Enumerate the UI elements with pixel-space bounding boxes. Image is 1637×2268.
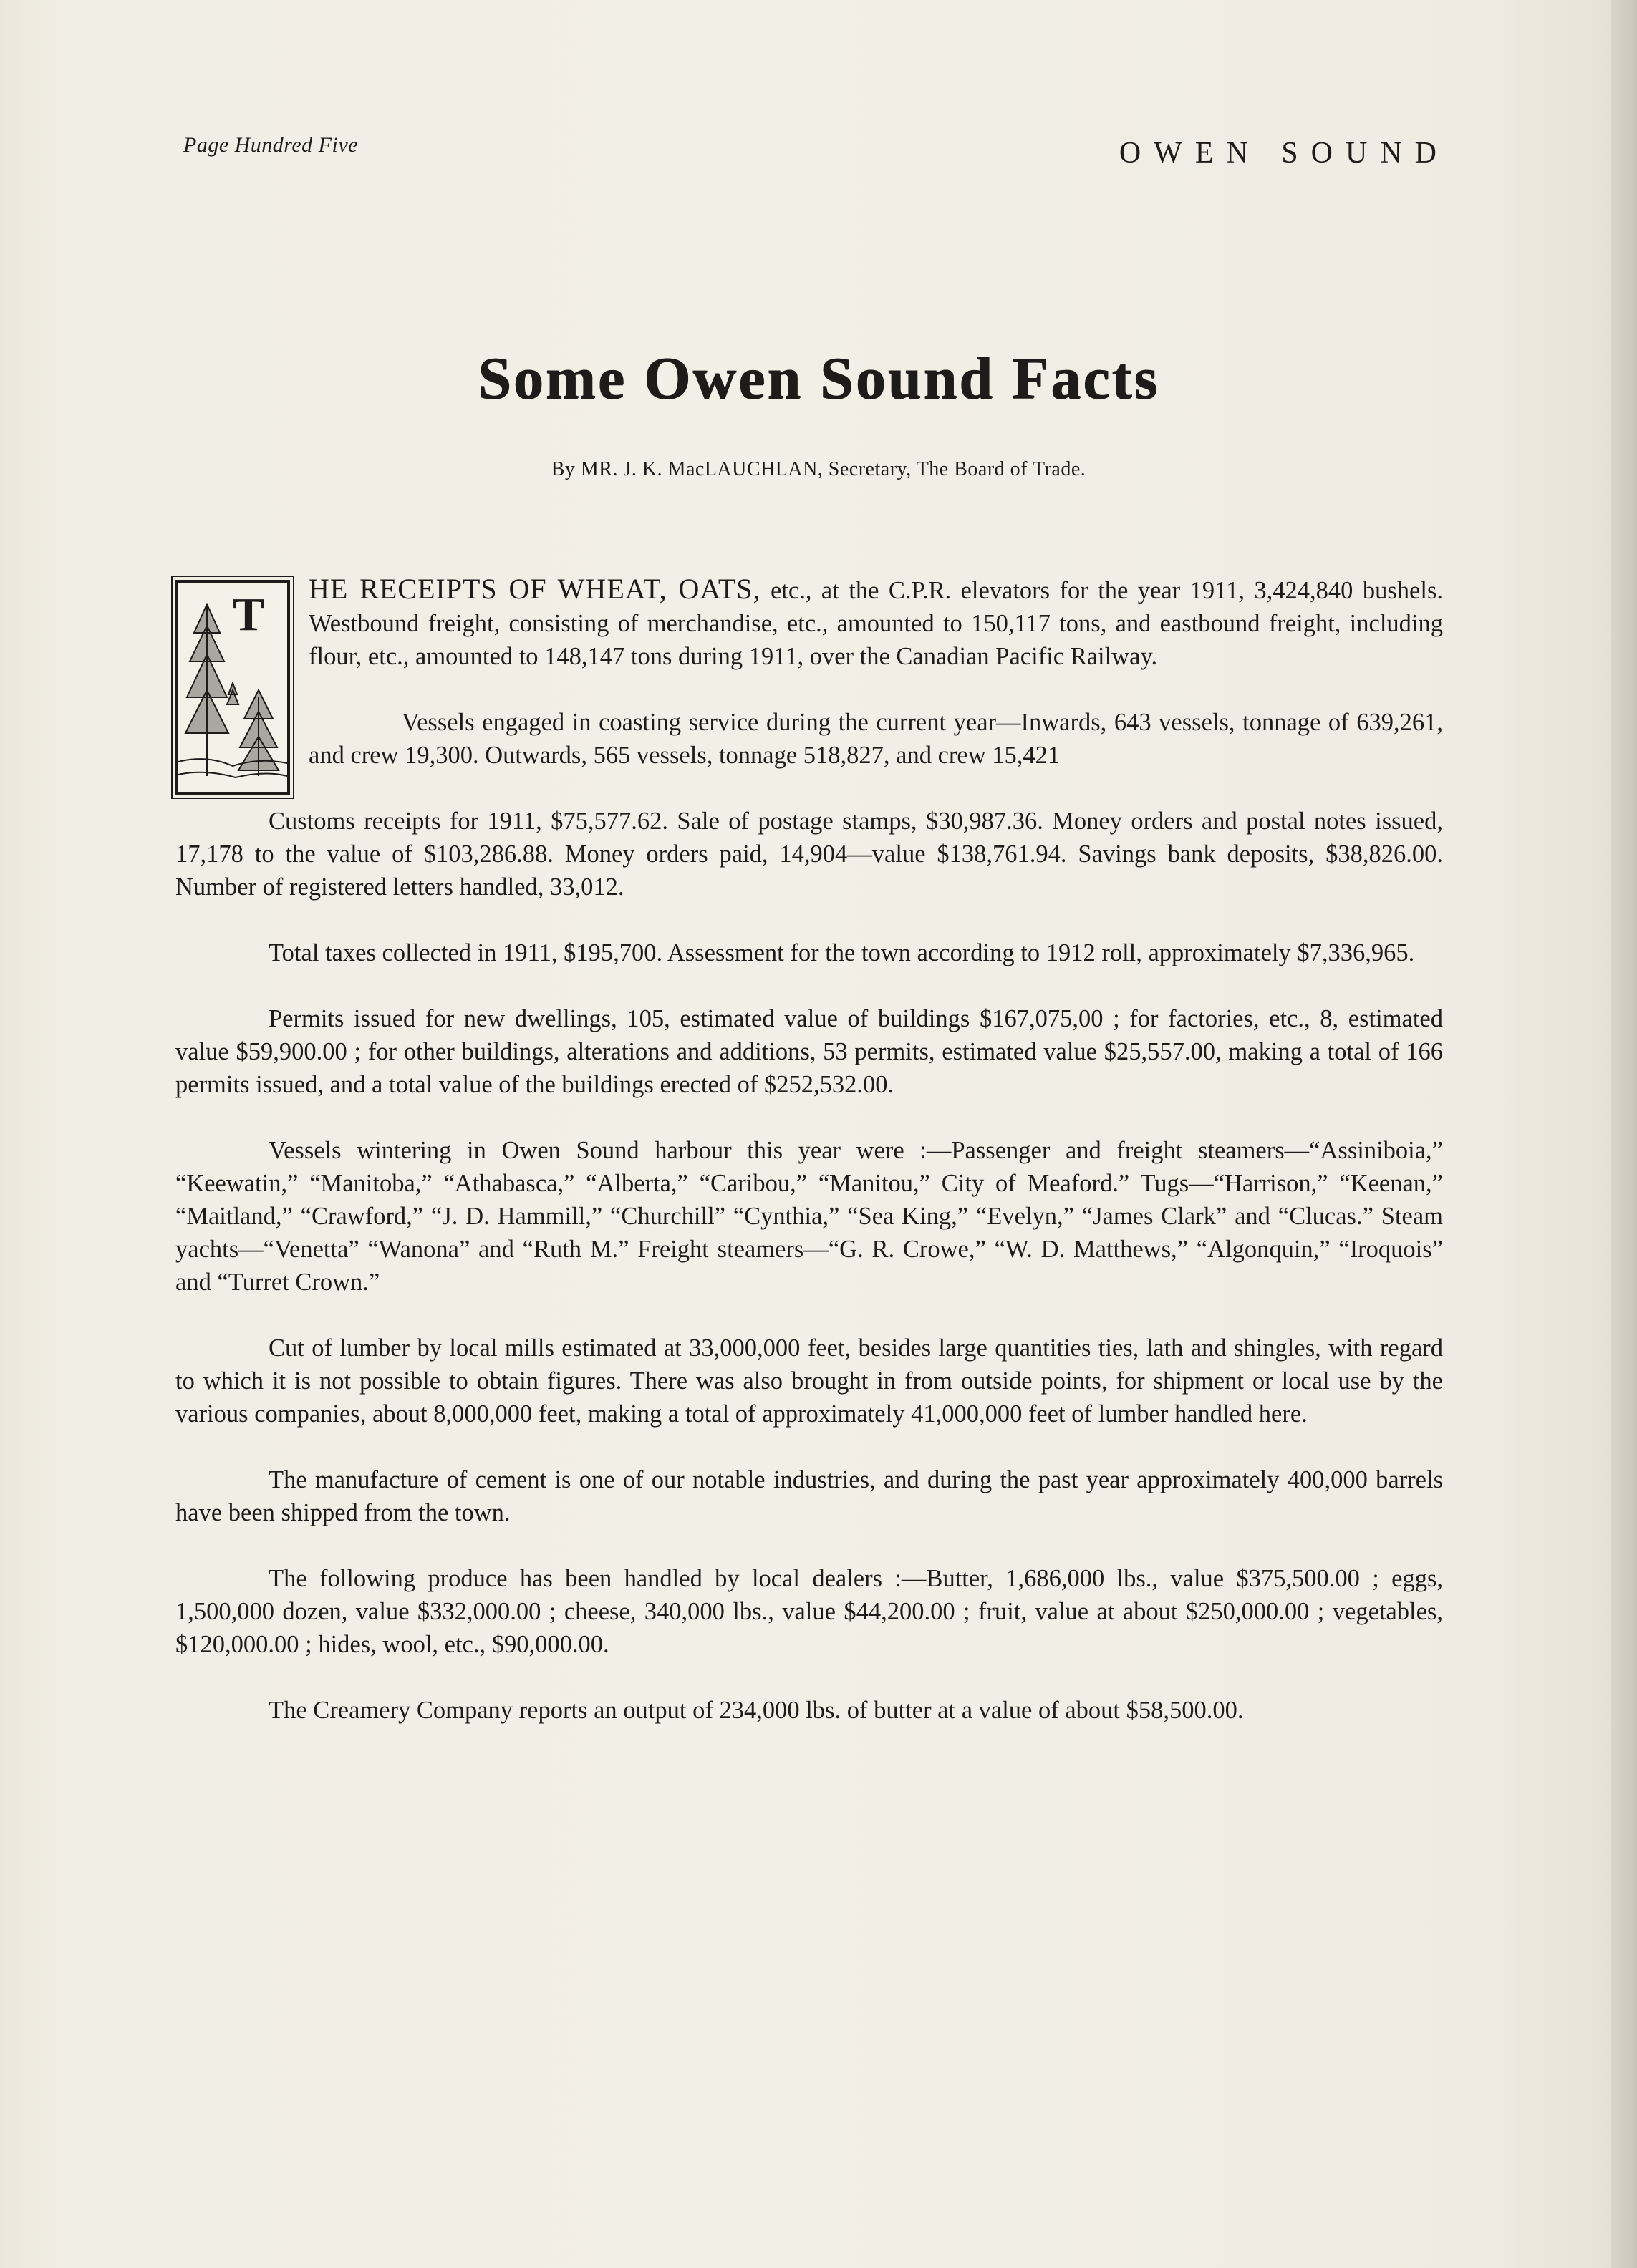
paragraph-1-lead: HE RECEIPTS OF WHEAT, OATS, bbox=[309, 573, 761, 605]
paragraph-2-text: Vessels engaged in coasting service during the current year—Inwards, 643 vessels, tonnage of 639,261, and crew 19,300. Outwards, 565 vessels, tonnage 518,827, and crew 15,421 bbox=[309, 709, 1443, 769]
drop-cap-letter: T bbox=[233, 588, 265, 641]
paragraph-7: Cut of lumber by local mills estimated at 33,000,000 feet, besides large quantities ties, lath and shingles, with regard to which it is not possible to obtain figures. There was also brought in from outside points, for shipment or local use by the various companies, about 8,000,000 feet, making a total of approximately 41,000,000 feet of lumber handled here. bbox=[175, 1334, 1443, 1428]
paragraph-5: Permits issued for new dwellings, 105, estimated value of buildings $167,075,00 ; for factories, etc., 8, estimated value $59,900.00 ; for other buildings, alterations and additions, 53 permits, estimated value $25,557.00, making a total of 166 permits issued, and a total value of the buildings erected of $252,532.00. bbox=[175, 1005, 1443, 1098]
article-byline: By MR. J. K. MacLAUCHLAN, Secretary, The Board of Trade. bbox=[551, 458, 1086, 480]
drop-cap bbox=[175, 580, 290, 795]
paragraph-10: The Creamery Company reports an output of 234,000 lbs. of butter at a value of about $58,500.00. bbox=[269, 1697, 1244, 1724]
running-head: OWEN SOUND bbox=[1119, 137, 1449, 170]
paragraph-4: Total taxes collected in 1911, $195,700. Assessment for the town according to 1912 roll, approximately $7,336,965. bbox=[269, 939, 1415, 966]
paragraph-3: Customs receipts for 1911, $75,577.62. Sale of postage stamps, $30,987.36. Money orders and postal notes issued, 17,178 to the value of $103,286.88. Money orders paid, 14,904—value $138,761.94. Savings bank deposits, $38,826.00. Number of registered letters handled, 33,012. bbox=[175, 808, 1443, 901]
paragraph-9: The following produce has been handled by local dealers :—Butter, 1,686,000 lbs., value $375,500.00 ; eggs, 1,500,000 dozen, value $332,000.00 ; cheese, 340,000 lbs., value $44,200.00 ; fruit, value at about $250,000.00 ; vegetables, $120,000.00 ; hides, wool, etc., $90,000.00. bbox=[175, 1565, 1443, 1658]
paragraph-1 bbox=[175, 573, 1443, 673]
paragraph-6: Vessels wintering in Owen Sound harbour this year were :—Passenger and freight steamers—“Assiniboia,” “Keewatin,” “Manitoba,” “Athabasca,” “Alberta,” “Caribou,” “Manitou,” City of Meaford.” Tugs—“Harrison,” “Keenan,” “Maitland,” “Crawford,” “J. D. Hammill,” “Churchill” “Cynthia,” “Sea King,” “Evelyn,” “James Clark” and “Clucas.” Steam yachts—“Venetta” “Wanona” and “Ruth M.” Freight steamers—“G. R. Crowe,” “W. D. Matthews,” “Algonquin,” “Iroquois” and “Turret Crown.” bbox=[175, 1137, 1443, 1296]
article-body bbox=[175, 573, 1443, 1760]
page-edge bbox=[1611, 0, 1637, 2268]
paragraph-2 bbox=[175, 706, 1443, 772]
article-title: Some Owen Sound Facts bbox=[477, 345, 1160, 412]
page-number-label: Page Hundred Five bbox=[183, 133, 358, 157]
paragraph-8: The manufacture of cement is one of our notable industries, and during the past year approximately 400,000 barrels have been shipped from the town. bbox=[175, 1466, 1443, 1526]
article-title-container bbox=[0, 344, 1637, 413]
paragraph-1-rest: etc., at the C.P.R. elevators for the year 1911, 3,424,840 bushels. Westbound freight, consisting of merchandise, etc., amounted to 150,117 tons, and eastbound freight, including flour, etc., amounted to 148,147 tons during 1911, over the Canadian Pacific Railway. bbox=[309, 577, 1443, 670]
